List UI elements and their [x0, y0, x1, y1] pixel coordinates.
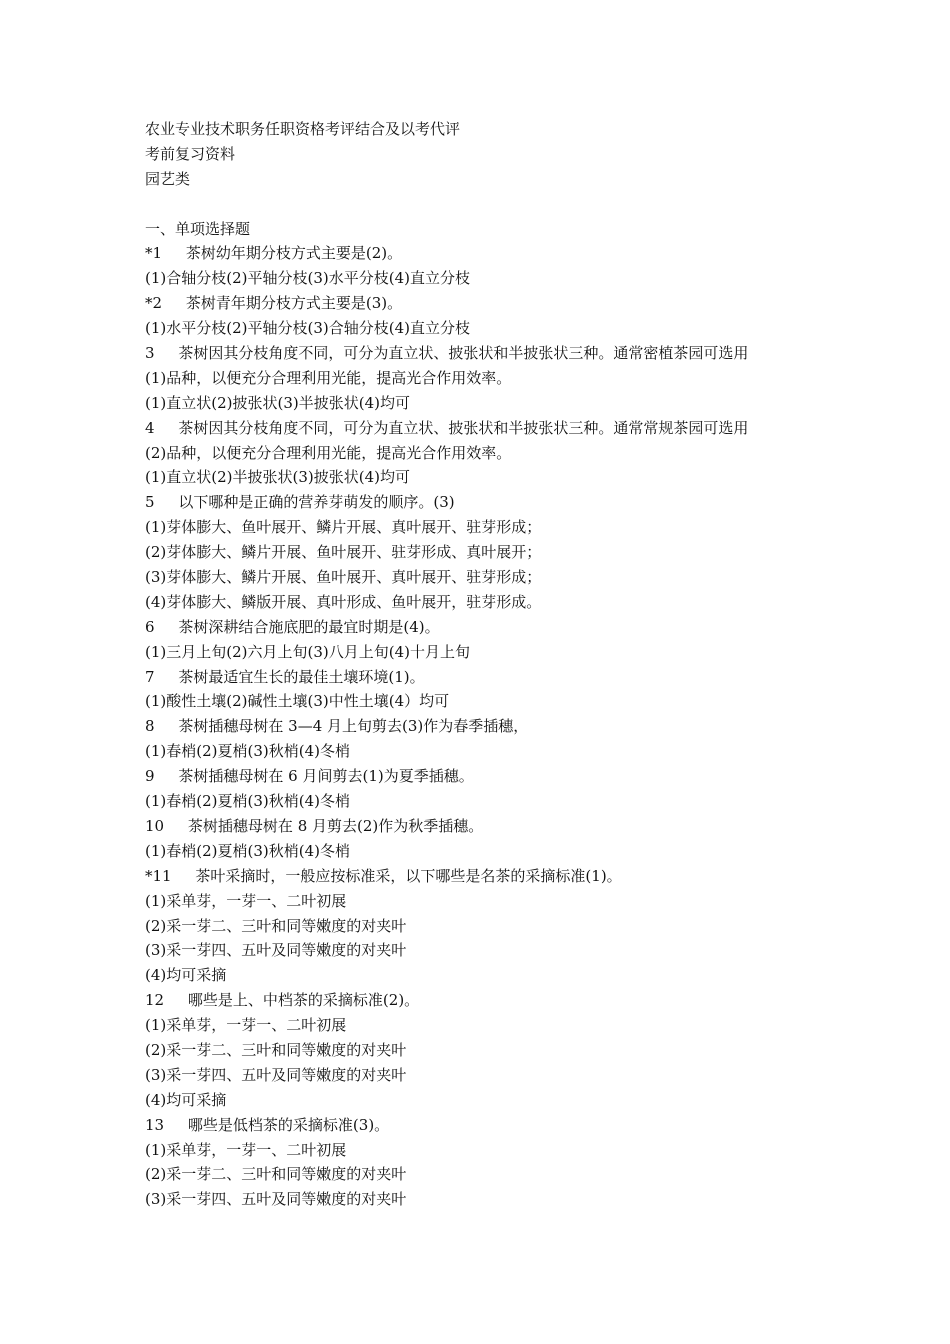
option-line: (3)芽体膨大、鳞片开展、鱼叶展开、真叶展开、驻芽形成； [145, 568, 542, 587]
document-category: 园艺类 [145, 169, 191, 188]
question-line: 12 哪些是上、中档茶的采摘标准(2)。 [145, 991, 420, 1010]
option-line: (1)芽体膨大、鱼叶展开、鳞片开展、真叶展开、驻芽形成； [145, 518, 542, 537]
option-line: (2)采一芽二、三叶和同等嫩度的对夹叶 [145, 1165, 407, 1184]
question-line-continued: (2)品种，以便充分合理利用光能，提高光合作用效率。 [145, 443, 512, 462]
option-line: (4)芽体膨大、鳞版开展、真叶形成、鱼叶展开，驻芽形成。 [145, 592, 542, 611]
option-line: (2)采一芽二、三叶和同等嫩度的对夹叶 [145, 1040, 407, 1059]
option-line: (2)芽体膨大、鳞片开展、鱼叶展开、驻芽形成、真叶展开； [145, 543, 542, 562]
option-line: (3)采一芽四、五叶及同等嫩度的对夹叶 [145, 1065, 407, 1084]
option-line: (1)春梢(2)夏梢(3)秋梢(4)冬梢 [145, 742, 350, 761]
option-line: (1)直立状(2)半披张状(3)披张状(4)均可 [145, 468, 410, 487]
option-line: (4)均可采摘 [145, 1090, 227, 1109]
question-line: 9 茶树插穗母树在 6 月间剪去(1)为夏季插穗。 [145, 767, 474, 786]
option-line: (1)采单芽，一芽一、二叶初展 [145, 1140, 347, 1159]
question-line: *1 茶树幼年期分枝方式主要是(2)。 [145, 244, 403, 263]
question-line: 7 茶树最适宜生长的最佳土壤环境(1)。 [145, 667, 425, 686]
document-title: 农业专业技术职务任职资格考评结合及以考代评 [145, 120, 461, 138]
blank-spacer [145, 192, 825, 217]
option-line: (3)采一芽四、五叶及同等嫩度的对夹叶 [145, 941, 407, 960]
question-line: *2 茶树青年期分枝方式主要是(3)。 [145, 294, 403, 313]
question-line: 10 茶树插穗母树在 8 月剪去(2)作为秋季插穗。 [145, 816, 484, 835]
option-line: (1)春梢(2)夏梢(3)秋梢(4)冬梢 [145, 841, 350, 860]
document-subtitle: 考前复习资料 [145, 144, 236, 163]
option-line: (1)春梢(2)夏梢(3)秋梢(4)冬梢 [145, 792, 350, 811]
question-line: *11 茶叶采摘时，一般应按标准采，以下哪些是名茶的采摘标准(1)。 [145, 866, 622, 885]
option-line: (2)采一芽二、三叶和同等嫩度的对夹叶 [145, 916, 407, 935]
question-line: 5 以下哪种是正确的营养芽萌发的顺序。(3) [145, 493, 455, 512]
question-line: 6 茶树深耕结合施底肥的最宜时期是(4)。 [145, 617, 440, 636]
section-heading: 一、单项选择题 [145, 219, 251, 238]
option-line: (1)酸性土壤(2)碱性土壤(3)中性土壤(4）均可 [145, 692, 450, 711]
option-line: (1)合轴分枝(2)平轴分枝(3)水平分枝(4)直立分枝 [145, 269, 470, 288]
question-line-continued: (1)品种，以便充分合理利用光能，提高光合作用效率。 [145, 368, 512, 387]
option-line: (1)直立状(2)披张状(3)半披张状(4)均可 [145, 393, 410, 412]
option-line: (1)水平分枝(2)平轴分枝(3)合轴分枝(4)直立分枝 [145, 319, 470, 338]
question-line: 3 茶树因其分枝角度不同，可分为直立状、披张状和半披张状三种。通常密植茶园可选用 [145, 344, 749, 363]
question-line: 8 茶树插穗母树在 3—4 月上旬剪去(3)作为春季插穗， [145, 717, 529, 736]
option-line: (4)均可采摘 [145, 966, 227, 985]
question-line: 13 哪些是低档茶的采摘标准(3)。 [145, 1115, 390, 1134]
question-list [145, 241, 825, 1212]
question-line: 4 茶树因其分枝角度不同，可分为直立状、披张状和半披张状三种。通常常规茶园可选用 [145, 418, 749, 437]
document-page [145, 117, 825, 1212]
option-line: (3)采一芽四、五叶及同等嫩度的对夹叶 [145, 1190, 407, 1209]
option-line: (1)采单芽，一芽一、二叶初展 [145, 891, 347, 910]
option-line: (1)采单芽，一芽一、二叶初展 [145, 1016, 347, 1035]
option-line: (1)三月上旬(2)六月上旬(3)八月上旬(4)十月上旬 [145, 642, 470, 661]
